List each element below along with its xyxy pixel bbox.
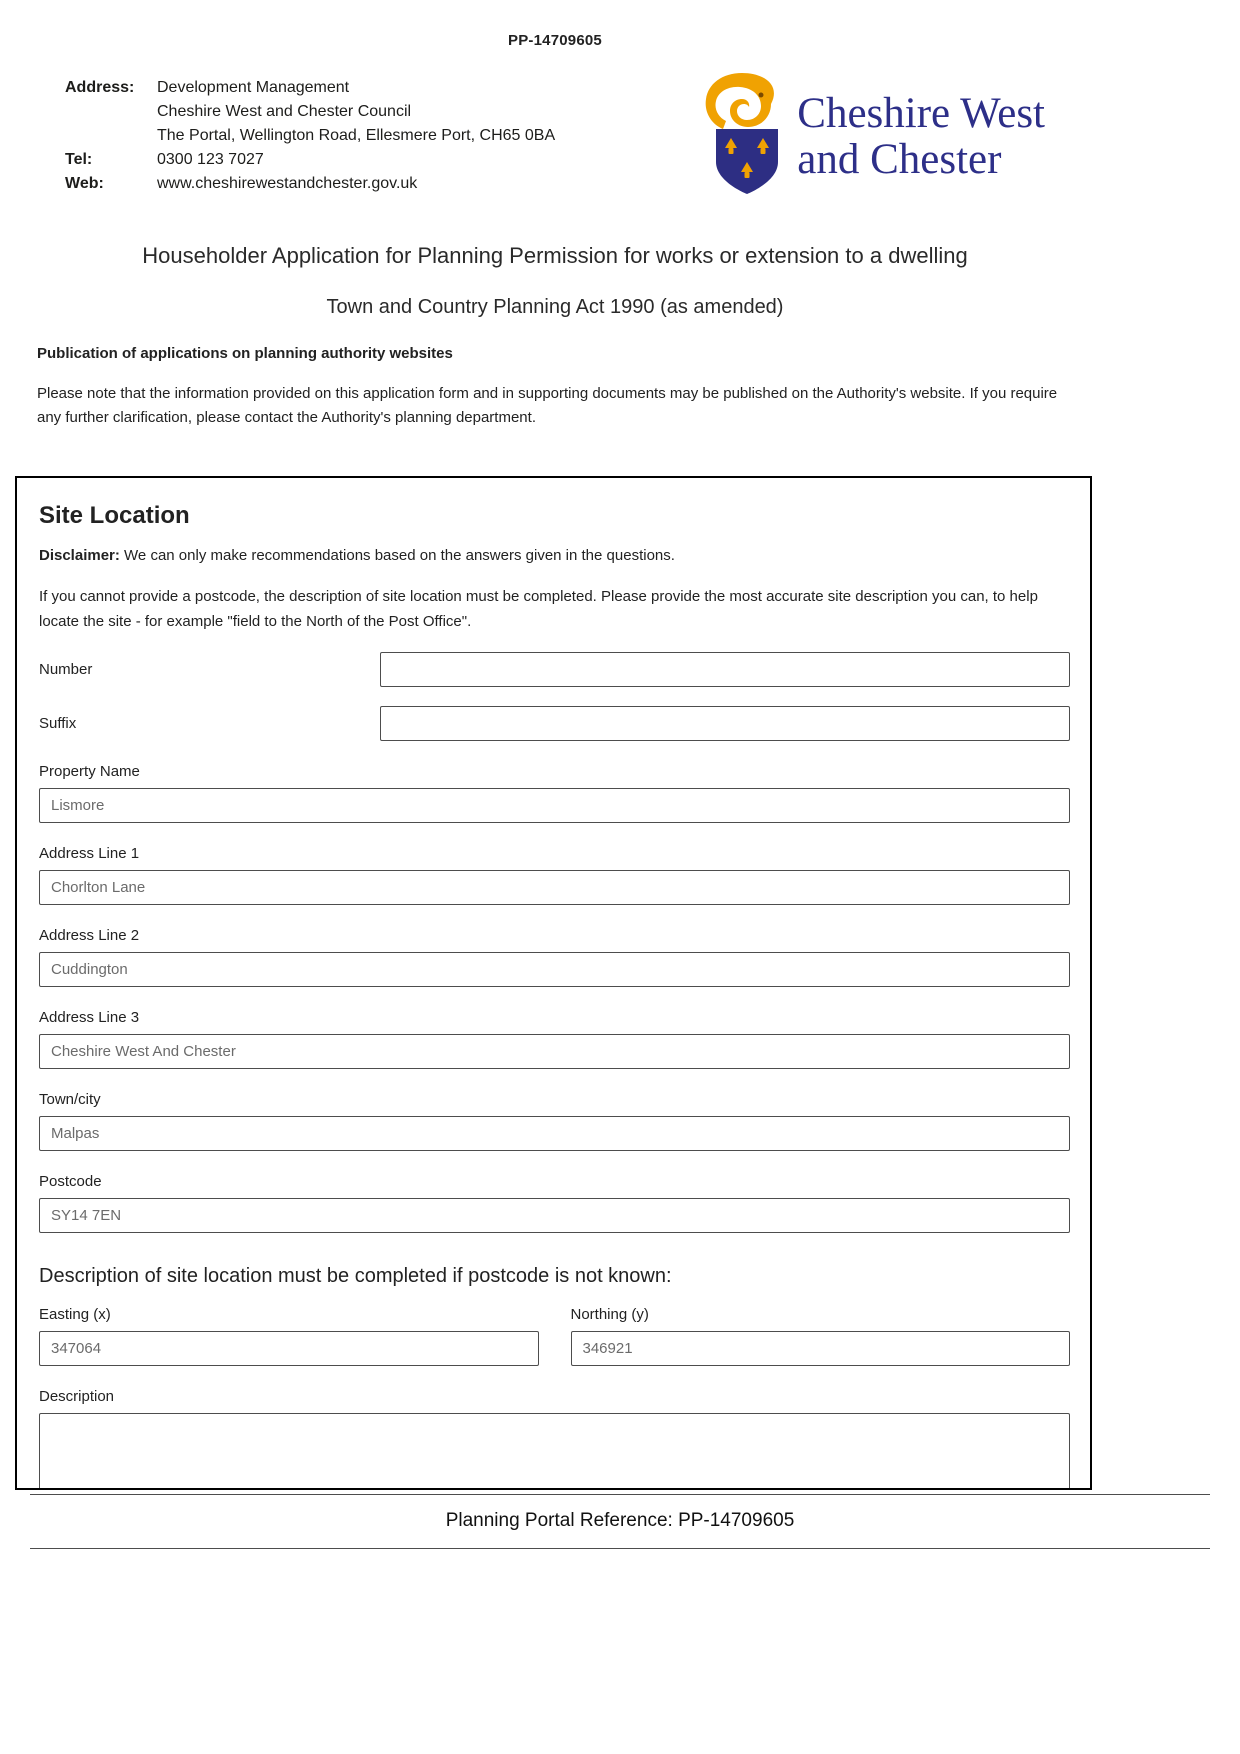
description-requirement-heading: Description of site location must be completed if postcode is not known:	[39, 1265, 672, 1287]
description-input[interactable]	[39, 1413, 1070, 1490]
letterhead	[65, 76, 1045, 201]
field-northing	[571, 1306, 1071, 1366]
address-line: Cheshire West and Chester Council	[157, 103, 412, 120]
field-address-line-1	[39, 845, 1070, 905]
site-location-section	[15, 476, 1092, 1490]
lion-shield-icon	[699, 72, 785, 201]
field-suffix	[39, 706, 1070, 741]
form-title: Householder Application for Planning Permission for works or extension to a dwelling	[142, 243, 968, 268]
logo-text-line1: Cheshire West	[797, 89, 1045, 137]
address-line-2-label: Address Line 2	[39, 927, 140, 944]
tel-value: 0300 123 7027	[157, 151, 264, 168]
town-city-label: Town/city	[39, 1091, 101, 1108]
application-reference: PP-14709605	[508, 32, 602, 49]
field-description	[39, 1388, 1070, 1490]
form-subtitle: Town and Country Planning Act 1990 (as amended)	[326, 296, 784, 318]
field-town-city	[39, 1091, 1070, 1151]
field-postcode	[39, 1173, 1070, 1233]
field-property-name	[39, 763, 1070, 823]
address-row	[65, 76, 555, 148]
footer	[30, 1494, 1210, 1549]
council-contact-block	[65, 76, 555, 196]
logo-text-line2: and Chester	[797, 135, 1002, 183]
section-intro: If you cannot provide a postcode, the description of site location must be completed. Please provide the most accurate site description you can, to help locate the site - for example "field to the North of the Post Office".	[39, 588, 1038, 630]
description-label: Description	[39, 1388, 115, 1405]
field-number	[39, 652, 1070, 687]
property-name-input[interactable]	[39, 788, 1070, 823]
suffix-label: Suffix	[39, 715, 77, 732]
disclaimer-label: Disclaimer:	[39, 547, 120, 564]
address-line-1-label: Address Line 1	[39, 845, 140, 862]
publication-heading: Publication of applications on planning authority websites	[37, 345, 453, 362]
address-line: The Portal, Wellington Road, Ellesmere Port, CH65 0BA	[157, 127, 556, 144]
tel-label: Tel:	[65, 151, 93, 168]
address-line-1-input[interactable]	[39, 870, 1070, 905]
council-logo	[699, 72, 1045, 201]
address-label: Address:	[65, 79, 135, 96]
easting-input[interactable]	[39, 1331, 539, 1366]
number-input[interactable]	[380, 652, 1070, 687]
easting-label: Easting (x)	[39, 1306, 111, 1323]
property-name-label: Property Name	[39, 763, 140, 780]
postcode-label: Postcode	[39, 1173, 102, 1190]
coordinates-row	[39, 1306, 1070, 1366]
field-easting	[39, 1306, 539, 1366]
disclaimer	[39, 547, 1070, 564]
field-address-line-2	[39, 927, 1070, 987]
suffix-input[interactable]	[380, 706, 1070, 741]
northing-label: Northing (y)	[570, 1306, 649, 1323]
publication-body: Please note that the information provided on this application form and in supporting documents may be published on the Authority's website. If you require any further clarification, please contact the Authority's planning department.	[37, 385, 1058, 426]
web-label: Web:	[65, 175, 104, 192]
council-logo-wordmark	[797, 91, 1045, 183]
web-row	[65, 172, 555, 196]
address-line-3-label: Address Line 3	[39, 1009, 140, 1026]
town-city-input[interactable]	[39, 1116, 1070, 1151]
disclaimer-text: We can only make recommendations based on the answers given in the questions.	[124, 547, 675, 564]
address-line-3-input[interactable]	[39, 1034, 1070, 1069]
field-address-line-3	[39, 1009, 1070, 1069]
postcode-input[interactable]	[39, 1198, 1070, 1233]
section-title: Site Location	[39, 502, 190, 529]
planning-portal-reference: Planning Portal Reference: PP-14709605	[445, 1510, 795, 1531]
address-line-2-input[interactable]	[39, 952, 1070, 987]
address-line: Development Management	[157, 79, 350, 96]
address-value	[157, 76, 555, 148]
number-label: Number	[39, 661, 93, 678]
tel-row	[65, 148, 555, 172]
northing-input[interactable]	[571, 1331, 1071, 1366]
web-value: www.cheshirewestandchester.gov.uk	[157, 175, 418, 192]
